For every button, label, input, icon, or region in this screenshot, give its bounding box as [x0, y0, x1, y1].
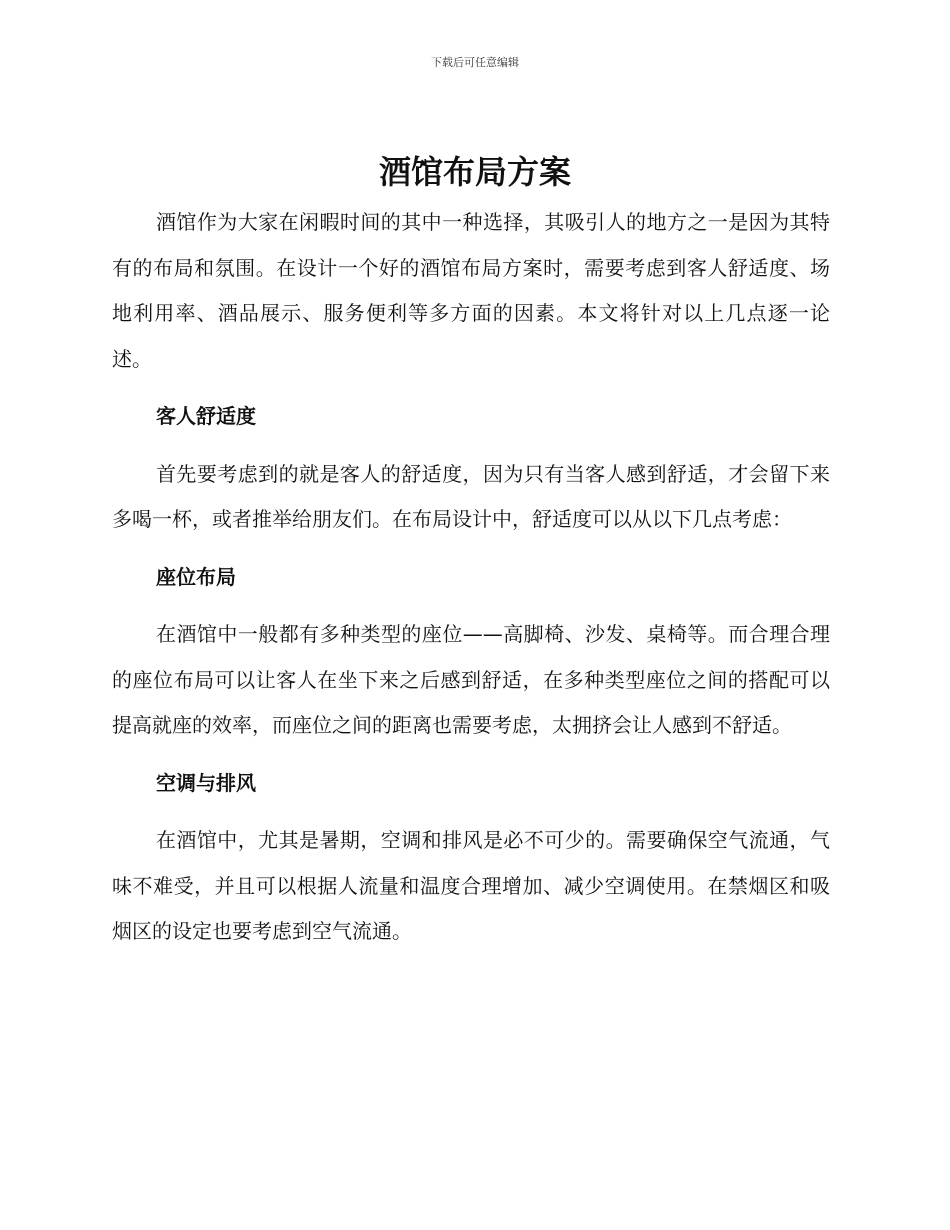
header-note: 下载后可任意编辑	[431, 56, 519, 69]
intro-paragraph: 酒馆作为大家在闲暇时间的其中一种选择，其吸引人的地方之一是因为其特有的布局和氛围。在设计一个好的酒馆布局方案时，需要考虑到客人舒适度、场地利用率、酒品展示、服务便利等多方面的因素。本文将针对以上几点逐一论述。	[112, 210, 830, 371]
ac-paragraph: 在酒馆中，尤其是暑期，空调和排风是必不可少的。需要确保空气流通，气味不难受，并且可以根据人流量和温度合理增加、减少空调使用。在禁烟区和吸烟区的设定也要考虑到空气流通。	[112, 828, 830, 943]
document-body	[112, 200, 830, 955]
seating-heading: 座位布局	[156, 564, 236, 589]
ac-heading: 空调与排风	[156, 770, 256, 795]
document-title: 酒馆布局方案	[378, 153, 571, 191]
comfort-heading: 客人舒适度	[156, 404, 256, 428]
seating-paragraph: 在酒馆中一般都有多种类型的座位——高脚椅、沙发、桌椅等。而合理合理的座位布局可以让客人在坐下来之后感到舒适，在多种类型座位之间的搭配可以提高就座的效率，而座位之间的距离也需要考虑，太拥挤会让人感到不舒适。	[112, 622, 830, 737]
comfort-paragraph: 首先要考虑到的就是客人的舒适度，因为只有当客人感到舒适，才会留下来多喝一杯，或者推举给朋友们。在布局设计中，舒适度可以从以下几点考虑：	[112, 461, 830, 531]
